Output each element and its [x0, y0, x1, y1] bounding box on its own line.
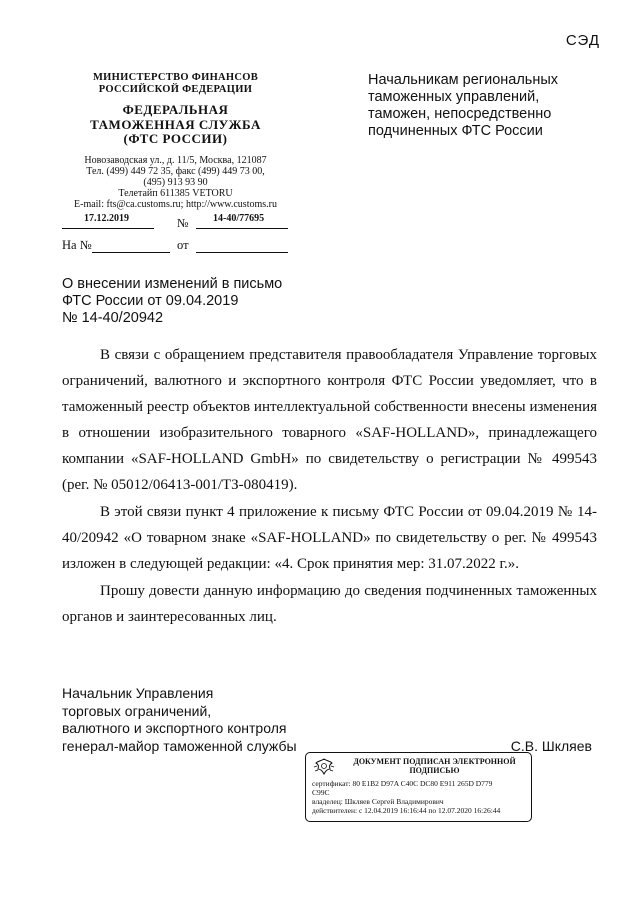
letter-body — [62, 342, 597, 631]
signer-title: Начальник Управления торговых ограничений, валютного и экспортного контроля генерал-майор таможенной службы — [62, 685, 297, 754]
paragraph-1: В связи с обращением представителя правообладателя Управление торговых ограничений, валютного и экспортного контроля ФТС России уведомляет, что в таможенный реестр объектов интеллектуальной собственности внесены изменения в отношении изобразительного товарного «SAF-HOLLAND», принадлежащего компании «SAF-HOLLAND GmbH» по свидетельству о регистрации № 499543 (рег. № 05012/06413-001/ТЗ-080419). — [62, 347, 597, 493]
phone-2: (495) 913 93 90 — [143, 176, 208, 188]
teletype: Телетайп 611385 VETORU — [118, 187, 233, 199]
paragraph-3: Прошу довести данную информацию до сведения подчиненных таможенных органов и заинтересованных лиц. — [62, 583, 597, 625]
e-signature-stamp — [305, 752, 532, 822]
number-underline — [196, 227, 288, 229]
from-label: от — [177, 238, 189, 252]
stamp-title: ДОКУМЕНТ ПОДПИСАН ЭЛЕКТРОННОЙ ПОДПИСЬЮ — [353, 757, 516, 775]
paragraph-2: В этой связи пункт 4 приложение к письму ФТС России от 09.04.2019 № 14-40/20942 «О товарном знаке «SAF-HOLLAND» по свидетельству о рег. № 499543 изложен в следующей редакции: «4. Срок принятия мер: 31.07.2022 г.». — [62, 504, 597, 572]
date-underline — [62, 227, 154, 229]
number-sign: № — [177, 216, 189, 230]
ref-underline — [92, 251, 170, 253]
certificate: сертификат: 80 E1B2 D97A C40C DC80 E911 265D D779 — [312, 779, 493, 788]
stamp-details — [312, 779, 527, 815]
address: Новозаводская ул., д. 11/5, Москва, 121087 — [84, 154, 267, 166]
from-underline — [196, 251, 288, 253]
agency-name: ФЕДЕРАЛЬНАЯ ТАМОЖЕННАЯ СЛУЖБА (ФТС РОССИИ) — [90, 102, 261, 146]
owner: владелец: Шкляев Сергей Владимирович — [312, 797, 444, 806]
email: E-mail: fts@ca.customs.ru; http://www.customs.ru — [74, 198, 277, 210]
registration-date: 17.12.2019 — [84, 213, 129, 224]
certificate-cont: C99C — [312, 788, 330, 797]
recipient-block: Начальникам региональных таможенных управлений, таможен, непосредственно подчиненных ФТС России — [368, 72, 559, 139]
ref-label: На № — [62, 238, 92, 252]
validity: действителен: с 12.04.2019 16:16:44 по 12.07.2020 16:26:44 — [312, 806, 501, 815]
ministry-name: МИНИСТЕРСТВО ФИНАНСОВ РОССИЙСКОЙ ФЕДЕРАЦИИ — [92, 72, 259, 95]
corner-mark: СЭД — [565, 32, 600, 49]
subject: О внесении изменений в письмо ФТС России от 09.04.2019 № 14-40/20942 — [62, 276, 283, 326]
letterhead — [58, 72, 293, 210]
contact-info — [58, 155, 293, 210]
registration-number: 14-40/77695 — [213, 213, 265, 224]
phone: Тел. (499) 449 72 35, факс (499) 449 73 00, — [86, 165, 265, 177]
emblem-icon — [312, 757, 336, 777]
signer-name: С.В. Шкляев — [510, 738, 592, 754]
